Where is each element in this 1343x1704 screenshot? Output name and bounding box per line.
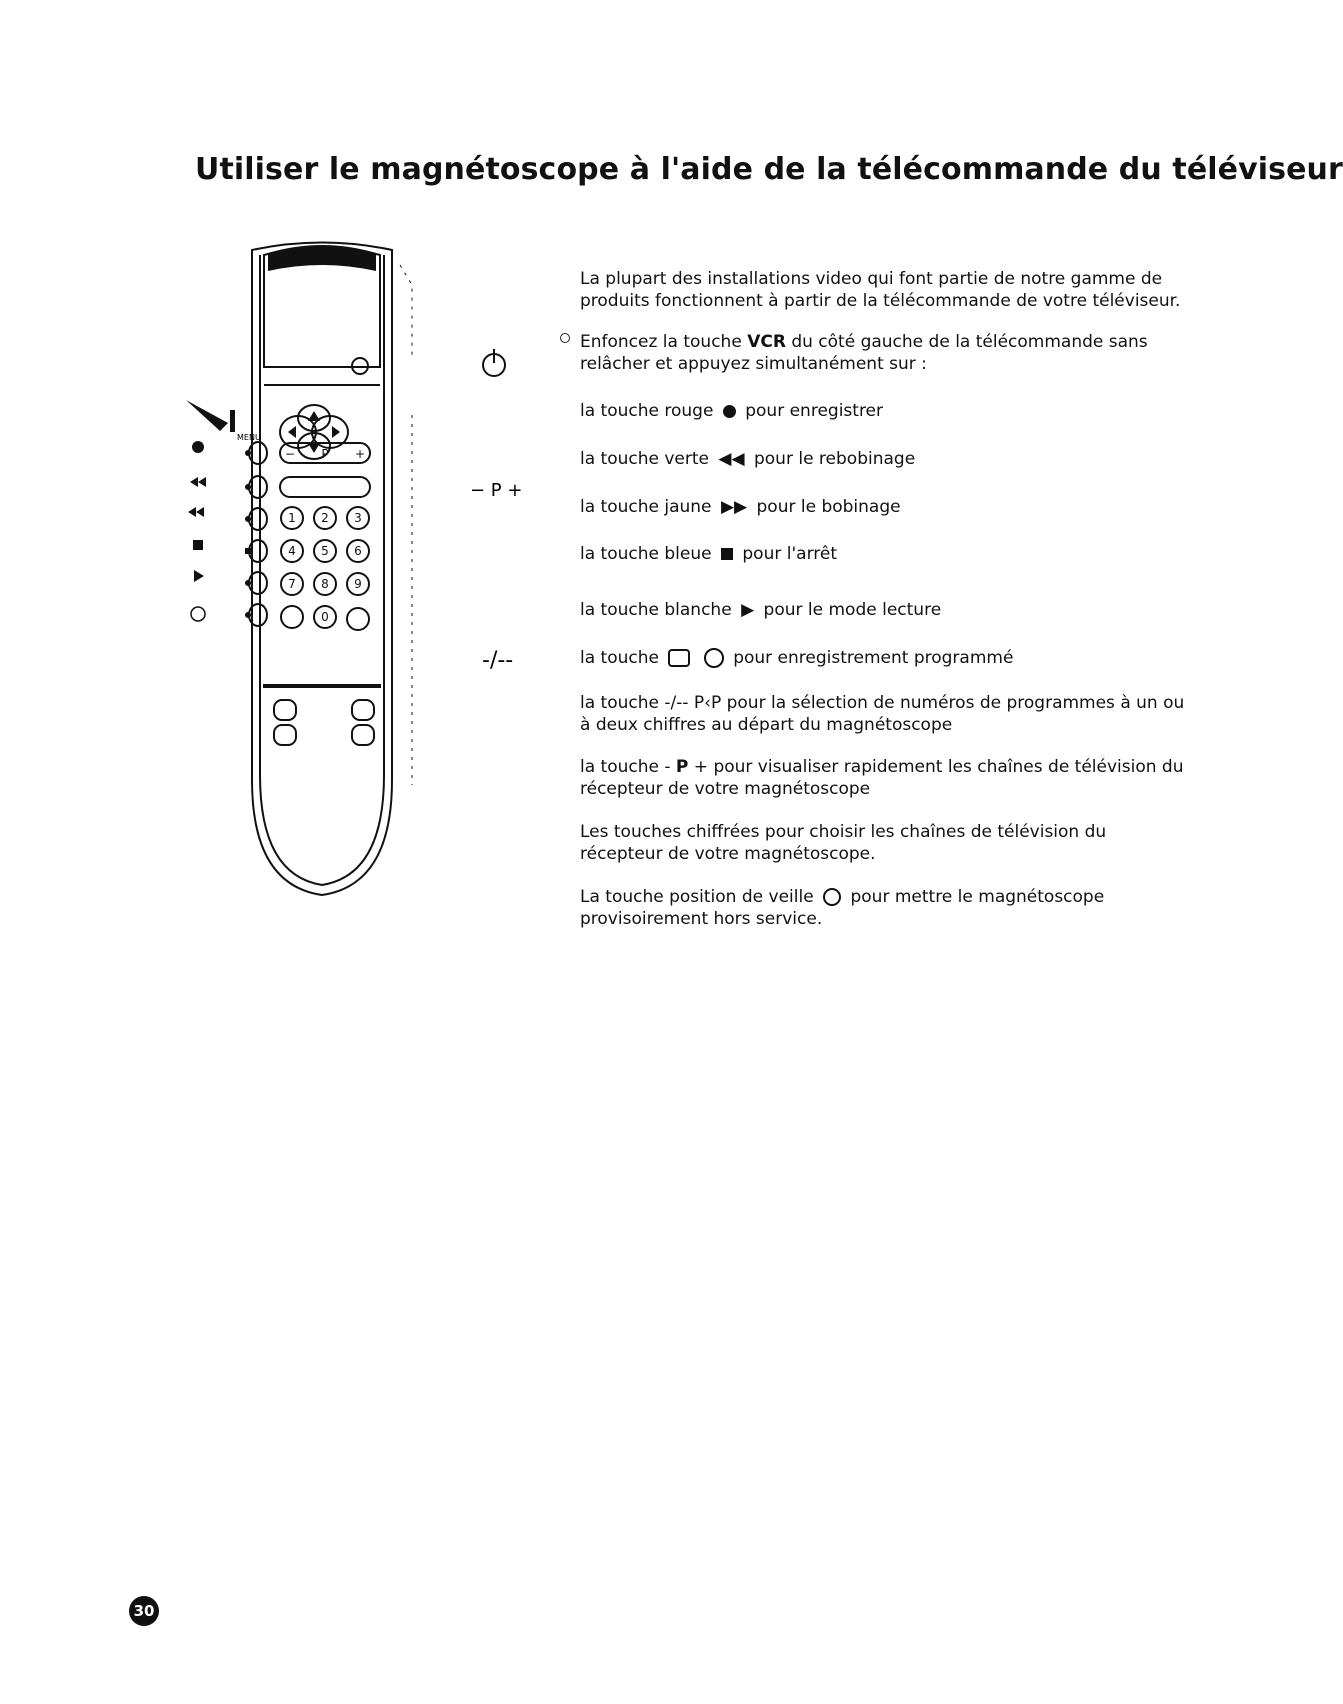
standby-power-icon — [823, 888, 841, 906]
p-minus: − — [284, 447, 296, 461]
item-white-post: pour le mode lecture — [763, 600, 942, 620]
item-pplus-bold: P — [675, 757, 689, 777]
item-yellow — [580, 496, 1190, 518]
item-pplus — [580, 756, 1190, 800]
page-number: 30 — [129, 1596, 159, 1626]
item-red-post: pour enregistrer — [745, 401, 884, 421]
item-red — [580, 400, 1190, 422]
p-plus-minus-label: − P + — [470, 480, 523, 501]
step-bullet-icon — [560, 333, 570, 343]
teletext-icon — [668, 649, 690, 667]
item-blue-post: pour l'arrêt — [742, 544, 837, 564]
item-green-post: pour le rebobinage — [753, 449, 916, 469]
item-pplus-post: + pour visualiser rapidement les chaînes de télévision du récepteur de votre magnétoscope — [580, 757, 1184, 799]
record-dot-icon — [723, 405, 736, 418]
step-text-after: du côté gauche de la télécommande sans relâcher et appuyez simultanément sur : — [580, 332, 1148, 374]
record-icon — [192, 441, 204, 453]
timer-icon — [191, 607, 205, 621]
remote-control-illustration — [180, 225, 560, 945]
play-icon — [194, 570, 204, 582]
p-plus: + — [354, 447, 366, 461]
step-paragraph — [580, 331, 1190, 375]
digit-1: 1 — [288, 511, 296, 525]
digit-7: 7 — [288, 577, 296, 591]
p-label: P — [321, 447, 329, 461]
fastforward-icon — [188, 507, 204, 517]
item-digit: la touche -/-- P‹P pour la sélection de numéros de programmes à un ou à deux chiffres au départ du magnétoscope — [580, 693, 1185, 735]
item-yellow-post: pour le bobinage — [756, 497, 901, 517]
item-standby-pre: La touche position de veille — [580, 887, 814, 907]
item-standby — [580, 886, 1190, 930]
pointer-arrow-icon — [186, 400, 228, 431]
item-red-pre: la touche rouge — [580, 401, 714, 421]
item-blue-pre: la touche bleue — [580, 544, 712, 564]
rewind-icon — [190, 477, 206, 487]
fastforward-icon-inline: ▶▶ — [720, 497, 748, 517]
stop-square-icon — [721, 548, 733, 560]
item-white-pre: la touche blanche — [580, 600, 732, 620]
digit-2: 2 — [321, 511, 329, 525]
item-timer-pre: la touche — [580, 648, 659, 668]
item-green-pre: la touche verte — [580, 449, 710, 469]
item-timer — [580, 647, 1190, 669]
vcr-key-label: VCR — [747, 332, 786, 352]
digit-0: 0 — [321, 610, 329, 624]
digit-9: 9 — [354, 577, 362, 591]
intro-paragraph: La plupart des installations video qui font partie de notre gamme de produits fonctionnent à partir de la télécommande de votre téléviseur. — [580, 269, 1181, 311]
item-blue — [580, 543, 1190, 565]
menu-label: MENU — [237, 433, 261, 442]
item-green — [580, 448, 1190, 470]
digit-3: 3 — [354, 511, 362, 525]
item-standby-post: pour mettre le magnétoscope provisoirement hors service. — [580, 887, 1105, 929]
item-pplus-pre: la touche - — [580, 757, 676, 777]
clock-icon — [704, 648, 724, 668]
rewind-icon-inline: ◀◀ — [718, 449, 745, 469]
step-text-before: Enfoncez la touche — [580, 332, 748, 352]
item-yellow-pre: la touche jaune — [580, 497, 712, 517]
item-white — [580, 599, 1190, 621]
digit-8: 8 — [321, 577, 329, 591]
digit-4: 4 — [288, 544, 296, 558]
page-title: Utiliser le magnétoscope à l'aide de la télécommande du téléviseur — [195, 152, 1343, 187]
item-timer-post: pour enregistrement programmé — [733, 648, 1014, 668]
digit-entry-label: -/-- — [482, 648, 514, 673]
play-triangle-icon: ▶ — [741, 600, 755, 620]
stop-icon — [193, 540, 203, 550]
digit-5: 5 — [321, 544, 329, 558]
digit-6: 6 — [354, 544, 362, 558]
item-numbers: Les touches chiffrées pour choisir les chaînes de télévision du récepteur de votre magnétoscope. — [580, 822, 1107, 864]
